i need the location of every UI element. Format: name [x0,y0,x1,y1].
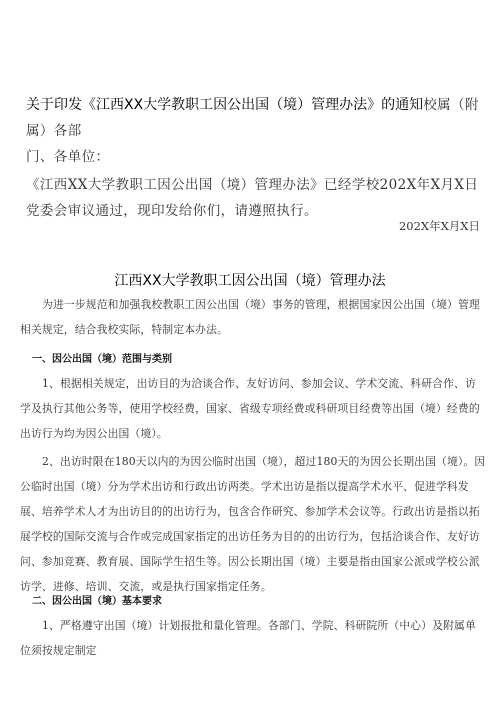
notice-first-line [26,92,482,170]
section-1-paragraph-2: 2、出访时限在180天以内的为因公临时出国（境），超过180天的为因公长期出国（境）。因公临时出国（境）分为学术出访和行政出访两类。学术出访是指以提高学术水平、促进学科发展、培养学术人才为出访目的的出访行为，包含合作研究、参加学术会议等。行政出访是指以拓展学校的国际交流与合作或完成国家指定的出访任务为目的的出访行为，包括洽谈合作、友好访问、参加竞赛、教育展、国际学生招生等。因公长期出国（境）主要是指由国家公派或学校公派访学、进修、培训、交流，或是执行国家指定任务。 [20,455,486,593]
notice-heading: 关于印发《江西XX大学教职工因公出国（境）管理办法》的通知 [26,97,424,113]
intro-block [20,292,486,342]
notice-body: 《江西XX大学教职工因公出国（境）管理办法》已经学校202X年X月X日党委会审议通过，现印发给你们，请遵照执行。 [26,177,479,219]
notice-addressee-part1: 校属（附属）各部 [26,97,479,139]
notice-date: 202X年X月X日 [398,219,480,233]
section-1-block [20,371,486,599]
document-title: 江西XX大学教职工因公出国（境）管理办法 [114,273,386,289]
section-2-heading: 二、因公出国（境）基本要求 [32,596,162,607]
section-2-paragraph-1: 1、严格遵守出国（境）计划报批和量化管理。各部门、学院、科研院所（中心）及附属单位须按规定制定 [20,619,476,657]
section-1-paragraph-1: 1、根据相关规定，出访目的为洽谈合作、友好访问、参加会议、学术交流、科研合作、访学及执行其他公务等，使用学校经费，国家、省级专项经费或科研项目经费等出国（境）经费的出访行为均为因公出国（境）。 [20,377,480,440]
section-2-block [20,613,486,663]
notice-addressee-part2: 门、各单位： [26,149,110,165]
intro-paragraph: 为进一步规范和加强我校教职工因公出国（境）事务的管理，根据国家因公出国（境）管理相关规定，结合我校实际，特制定本办法。 [20,298,480,336]
notice-block [26,92,482,224]
section-1-heading: 一、因公出国（境）范围与类别 [32,354,172,365]
